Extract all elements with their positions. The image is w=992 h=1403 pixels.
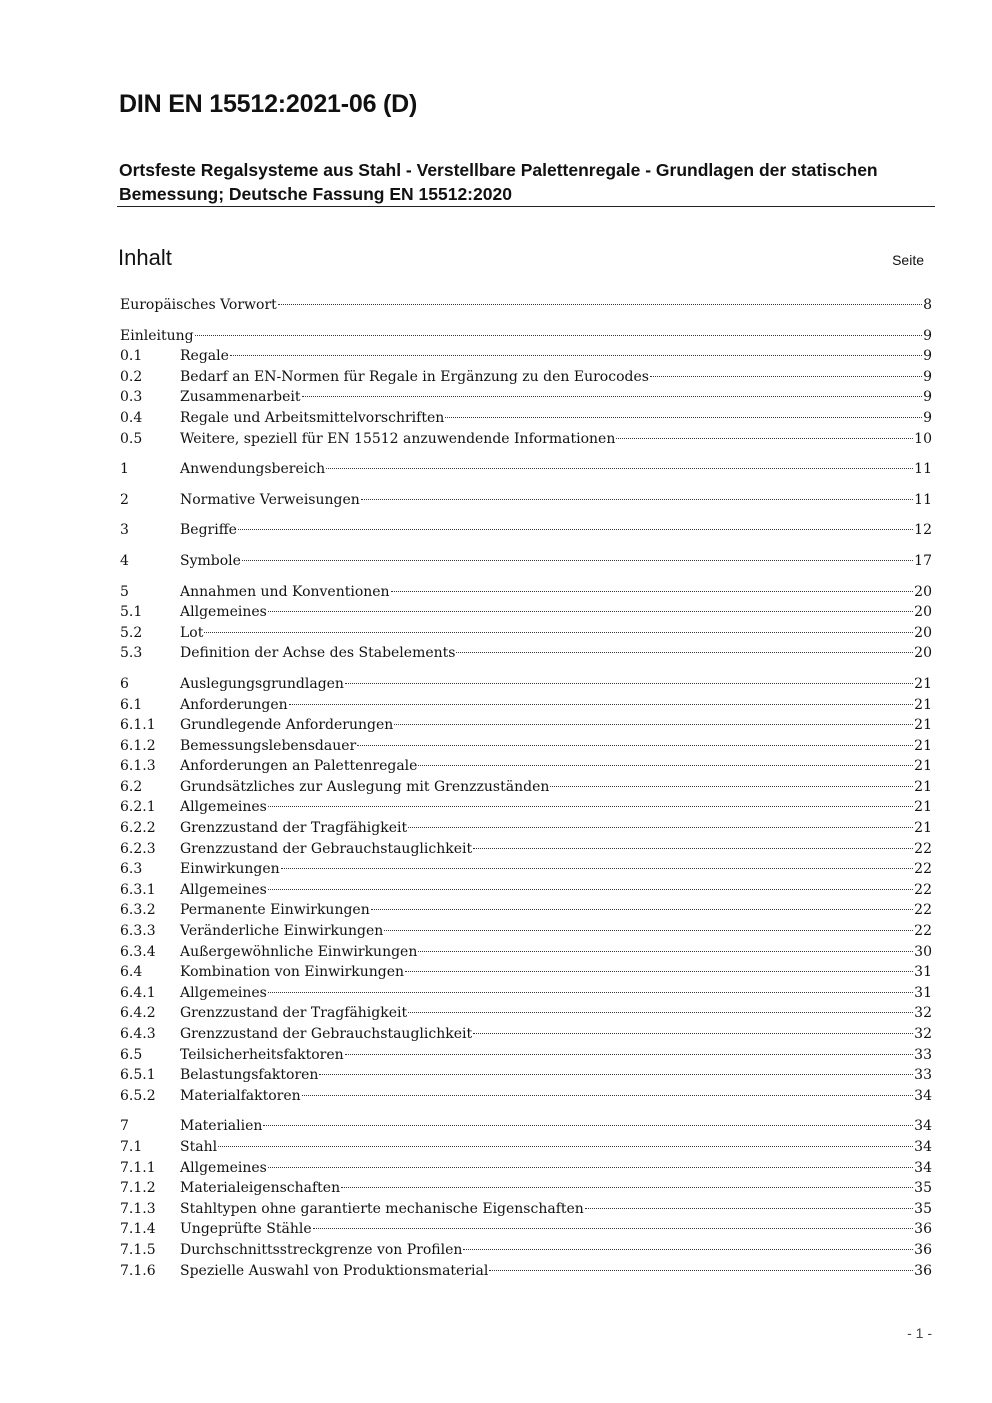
toc-entry-title: Grenzzustand der Gebrauchstauglichkeit: [180, 1026, 473, 1042]
toc-entry[interactable]: [120, 459, 932, 480]
toc-entry-number: 6.4: [120, 964, 143, 981]
toc-entry-number: 6.2.3: [120, 840, 156, 857]
toc-entry-page: 17: [914, 552, 932, 569]
toc-entry-page: 9: [923, 409, 932, 426]
toc-entry-title: Auslegungsgrundlagen: [180, 675, 344, 692]
toc-dot-leader: [326, 468, 913, 469]
subtitle-divider: [117, 206, 935, 207]
toc-entry-number: 7: [120, 1118, 129, 1135]
toc-entry-page: 34: [914, 1118, 932, 1135]
toc-entry-number: 0.2: [120, 368, 143, 385]
toc-entry-page: 34: [914, 1159, 932, 1176]
toc-entry[interactable]: [120, 643, 932, 664]
toc-dot-leader: [357, 745, 913, 746]
toc-entry-title: Anforderungen: [180, 696, 288, 713]
toc-entry-title: Einwirkungen: [180, 861, 280, 878]
toc-entry-page: 22: [914, 902, 932, 919]
toc-entry-title: Grenzzustand der Gebrauchstauglichkeit: [180, 840, 473, 857]
toc-entry-number: 2: [120, 491, 129, 508]
toc-entry-number: 7.1.1: [120, 1159, 156, 1176]
document-title: DIN EN 15512:2021-06 (D): [119, 90, 418, 118]
toc-page-column-label: Seite: [892, 252, 924, 268]
toc-entry-title: Regale und Arbeitsmittelvorschriften: [180, 409, 445, 426]
toc-dot-leader: [218, 1146, 913, 1147]
toc-entry-number: 5: [120, 583, 129, 600]
toc-entry[interactable]: [120, 1240, 932, 1261]
toc-entry-number: 6.4.1: [120, 984, 156, 1001]
toc-entry[interactable]: [120, 715, 932, 736]
toc-entry[interactable]: [120, 1137, 932, 1158]
toc-dot-leader: [394, 724, 913, 725]
toc-entry-page: 11: [914, 491, 932, 508]
toc-entry-page: 32: [914, 1005, 932, 1022]
toc-entry-page: 32: [914, 1026, 932, 1042]
toc-entry-number: 3: [120, 522, 129, 539]
toc-entry-page: 31: [914, 964, 932, 981]
toc-entry[interactable]: [120, 797, 932, 818]
toc-entry-page: 35: [914, 1180, 932, 1197]
toc-entry-title: Einleitung: [120, 327, 194, 344]
toc-dot-leader: [281, 868, 914, 869]
toc-entry-page: 22: [914, 861, 932, 878]
toc-dot-leader: [278, 304, 922, 305]
toc-entry-page: 12: [914, 522, 932, 539]
toc-entry-page: 11: [914, 461, 932, 478]
toc-entry[interactable]: [120, 983, 932, 1004]
toc-entry-number: 6.4.3: [120, 1026, 156, 1042]
toc-entry-title: Allgemeines: [180, 604, 267, 621]
toc-entry-number: 7.1.3: [120, 1200, 156, 1217]
toc-entry-page: 21: [914, 737, 932, 754]
toc-entry[interactable]: [120, 429, 932, 450]
toc-entry-number: 6.5: [120, 1046, 143, 1063]
toc-entry-title: Bemessungslebensdauer: [180, 737, 357, 754]
toc-dot-leader: [391, 591, 914, 592]
toc-entry[interactable]: [120, 1178, 932, 1199]
toc-dot-leader: [268, 806, 913, 807]
toc-entry[interactable]: [120, 1024, 932, 1045]
toc-entry-title: Materialeigenschaften: [180, 1180, 341, 1197]
toc-entry[interactable]: [120, 695, 932, 716]
toc-entry-page: 36: [914, 1262, 932, 1279]
toc-entry-number: 5.2: [120, 624, 143, 641]
toc-entry-number: 5.3: [120, 645, 143, 662]
toc-dot-leader: [550, 786, 913, 787]
toc-entry[interactable]: [120, 1045, 932, 1066]
toc-dot-leader: [463, 1249, 913, 1250]
toc-entry-page: 21: [914, 717, 932, 734]
toc-dot-leader: [418, 765, 913, 766]
toc-entry[interactable]: [120, 367, 932, 388]
toc-entry-title: Materialfaktoren: [180, 1087, 301, 1104]
toc-dot-leader: [313, 1228, 914, 1229]
toc-entry[interactable]: [120, 962, 932, 983]
toc-entry-title: Symbole: [180, 552, 241, 569]
toc-entry-title: Bedarf an EN-Normen für Regale in Ergänzung zu den Eurocodes: [180, 368, 649, 385]
toc-entry-number: 6.5.1: [120, 1067, 156, 1084]
toc-entry-title: Veränderliche Einwirkungen: [180, 923, 384, 940]
toc-entry-number: 6.3.2: [120, 902, 156, 919]
toc-entry-number: 6.3.1: [120, 881, 156, 898]
toc-entry[interactable]: [120, 1116, 932, 1137]
toc-entry-page: 31: [914, 984, 932, 1001]
toc-dot-leader: [418, 951, 913, 952]
toc-entry-title: Normative Verweisungen: [180, 491, 360, 508]
toc-entry-title: Zusammenarbeit: [180, 389, 301, 406]
toc-dot-leader: [242, 560, 913, 561]
toc-dot-leader: [405, 971, 913, 972]
toc-entry-title: Stahl: [180, 1138, 218, 1155]
toc-entry-page: 9: [923, 368, 932, 385]
toc-entry-page: 21: [914, 799, 932, 816]
toc-entry-title: Begriffe: [180, 522, 237, 539]
page-number: - 1 -: [907, 1325, 932, 1341]
toc-entry[interactable]: [120, 674, 932, 695]
toc-entry[interactable]: [120, 839, 932, 860]
toc-entry-number: 4: [120, 552, 129, 569]
toc-entry-title: Annahmen und Konventionen: [180, 583, 390, 600]
toc-entry-title: Allgemeines: [180, 1159, 267, 1176]
toc-dot-leader: [289, 704, 914, 705]
toc-entry-page: 9: [923, 348, 932, 365]
toc-entry-number: 6: [120, 675, 129, 692]
toc-entry-title: Ungeprüfte Stähle: [180, 1221, 312, 1238]
toc-entry-number: 7.1.4: [120, 1221, 156, 1238]
toc-entry[interactable]: [120, 1199, 932, 1220]
toc-entry-number: 6.1.3: [120, 758, 156, 775]
toc-dot-leader: [302, 1095, 914, 1096]
toc-entry-page: 36: [914, 1221, 932, 1238]
toc-entry-title: Allgemeines: [180, 881, 267, 898]
toc-dot-leader: [445, 417, 922, 418]
toc-dot-leader: [341, 1187, 913, 1188]
toc-entry-title: Stahltypen ohne garantierte mechanische Eigenschaften: [180, 1200, 584, 1217]
toc-dot-leader: [238, 529, 913, 530]
toc-entry[interactable]: [120, 326, 932, 347]
toc-entry-number: 0.1: [120, 348, 143, 365]
toc-entry-title: Anforderungen an Palettenregale: [180, 758, 418, 775]
toc-entry-page: 35: [914, 1200, 932, 1217]
toc-dot-leader: [361, 499, 913, 500]
toc-entry[interactable]: [120, 1158, 932, 1179]
toc-dot-leader: [489, 1270, 913, 1271]
toc-entry-page: 33: [914, 1067, 932, 1084]
toc-entry-number: 6.4.2: [120, 1005, 156, 1022]
toc-heading: Inhalt: [118, 245, 172, 270]
toc-entry-number: 6.1.1: [120, 717, 156, 734]
toc-entry-page: 34: [914, 1138, 932, 1155]
toc-entry[interactable]: [120, 490, 932, 511]
toc-entry-number: 0.5: [120, 430, 143, 447]
toc-entry-title: Allgemeines: [180, 984, 267, 1001]
toc-entry-title: Grenzzustand der Tragfähigkeit: [180, 820, 408, 837]
toc-entry-page: 21: [914, 675, 932, 692]
toc-entry-number: 1: [120, 461, 129, 478]
toc-entry[interactable]: [120, 900, 932, 921]
toc-entry[interactable]: [120, 1065, 932, 1086]
toc-entry-title: Grenzzustand der Tragfähigkeit: [180, 1005, 408, 1022]
document-subtitle: Ortsfeste Regalsysteme aus Stahl - Verstellbare Palettenregale - Grundlagen der statischen Bemessung; Deutsche Fassung EN 15512:2020: [119, 160, 878, 204]
toc-dot-leader: [616, 438, 913, 439]
toc-entry-page: 33: [914, 1046, 932, 1063]
toc-dot-leader: [650, 376, 922, 377]
toc-entry-page: 34: [914, 1087, 932, 1104]
toc-dot-leader: [371, 909, 913, 910]
toc-dot-leader: [408, 1012, 913, 1013]
toc-dot-leader: [473, 1033, 913, 1034]
toc-entry-number: 6.2.2: [120, 820, 156, 837]
toc-dot-leader: [268, 992, 913, 993]
toc-dot-leader: [204, 632, 913, 633]
toc-entry-title: Permanente Einwirkungen: [180, 902, 370, 919]
toc-entry-page: 20: [914, 604, 932, 621]
toc-entry-number: 6.3: [120, 861, 143, 878]
toc-entry[interactable]: [120, 777, 932, 798]
toc-entry-number: 5.1: [120, 604, 143, 621]
toc-entry-number: 6.2: [120, 778, 143, 795]
toc-entry-title: Grundlegende Anforderungen: [180, 717, 394, 734]
toc-entry-title: Definition der Achse des Stabelements: [180, 645, 456, 662]
toc-dot-leader: [268, 1167, 913, 1168]
toc-entry-number: 6.1.2: [120, 737, 156, 754]
toc-entry[interactable]: [120, 408, 932, 429]
toc-entry[interactable]: [120, 880, 932, 901]
toc-entry-title: Lot: [180, 624, 204, 641]
toc-entry-page: 10: [914, 430, 932, 447]
toc-entry-number: 0.3: [120, 389, 143, 406]
toc-dot-leader: [473, 848, 913, 849]
toc-entry-title: Durchschnittsstreckgrenze von Profilen: [180, 1241, 463, 1258]
toc-entry[interactable]: [120, 942, 932, 963]
toc-entry-page: 20: [914, 583, 932, 600]
toc-entry-number: 0.4: [120, 409, 143, 426]
toc-entry-page: 20: [914, 645, 932, 662]
toc-entry[interactable]: [120, 623, 932, 644]
toc-entry-number: 7.1.6: [120, 1262, 156, 1279]
toc-entry[interactable]: [120, 295, 932, 316]
toc-entry[interactable]: [120, 1003, 932, 1024]
toc-entry-page: 22: [914, 923, 932, 940]
toc-entry-title: Teilsicherheitsfaktoren: [180, 1046, 344, 1063]
toc-entry-number: 6.3.3: [120, 923, 156, 940]
toc-dot-leader: [263, 1125, 913, 1126]
toc-dot-leader: [345, 1054, 914, 1055]
toc-entry-title: Anwendungsbereich: [180, 461, 326, 478]
toc-entry-title: Allgemeines: [180, 799, 267, 816]
toc-entry-number: 7.1.2: [120, 1180, 156, 1197]
toc-entry-title: Kombination von Einwirkungen: [180, 964, 405, 981]
toc-dot-leader: [319, 1074, 913, 1075]
toc-entry-title: Spezielle Auswahl von Produktionsmaterial: [180, 1262, 489, 1279]
toc-entry[interactable]: [120, 582, 932, 603]
toc-entry[interactable]: [120, 1219, 932, 1240]
toc-dot-leader: [302, 396, 923, 397]
toc-entry[interactable]: [120, 602, 932, 623]
toc-entry-page: 21: [914, 820, 932, 837]
toc-entry-title: Grundsätzliches zur Auslegung mit Grenzzuständen: [180, 778, 550, 795]
toc-entry-page: 22: [914, 881, 932, 898]
toc-entry[interactable]: [120, 859, 932, 880]
toc-entry-number: 7.1.5: [120, 1241, 156, 1258]
toc-entry-page: 20: [914, 624, 932, 641]
toc-entry-number: 7.1: [120, 1138, 143, 1155]
toc-entry-title: Materialien: [180, 1118, 263, 1135]
toc-dot-leader: [345, 683, 913, 684]
toc-dot-leader: [408, 827, 913, 828]
toc-entry-title: Weitere, speziell für EN 15512 anzuwendende Informationen: [180, 430, 616, 447]
toc-entry-title: Außergewöhnliche Einwirkungen: [180, 943, 418, 960]
table-of-contents: [120, 295, 932, 1281]
toc-dot-leader: [268, 611, 913, 612]
toc-entry[interactable]: [120, 818, 932, 839]
toc-entry[interactable]: [120, 756, 932, 777]
toc-entry-page: 9: [923, 389, 932, 406]
toc-entry-page: 30: [914, 943, 932, 960]
toc-entry-title: Belastungsfaktoren: [180, 1067, 319, 1084]
toc-entry-page: 8: [923, 297, 932, 313]
toc-entry-page: 22: [914, 840, 932, 857]
toc-entry-page: 36: [914, 1241, 932, 1258]
toc-entry-page: 21: [914, 778, 932, 795]
toc-entry[interactable]: [120, 551, 932, 572]
toc-entry[interactable]: [120, 1261, 932, 1282]
toc-entry-number: 6.3.4: [120, 943, 156, 960]
toc-entry-page: 21: [914, 696, 932, 713]
toc-entry[interactable]: [120, 520, 932, 541]
toc-entry-title: Europäisches Vorwort: [120, 297, 277, 313]
toc-entry-number: 6.2.1: [120, 799, 156, 816]
toc-entry-page: 21: [914, 758, 932, 775]
toc-dot-leader: [230, 355, 922, 356]
toc-entry[interactable]: [120, 387, 932, 408]
toc-entry-title: Regale: [180, 348, 229, 365]
toc-entry[interactable]: [120, 1086, 932, 1107]
toc-entry-page: 9: [923, 327, 932, 344]
toc-entry[interactable]: [120, 921, 932, 942]
toc-dot-leader: [384, 930, 913, 931]
toc-dot-leader: [585, 1208, 913, 1209]
toc-entry-number: 6.5.2: [120, 1087, 156, 1104]
toc-dot-leader: [268, 889, 913, 890]
toc-entry-number: 6.1: [120, 696, 143, 713]
toc-dot-leader: [456, 652, 913, 653]
toc-entry[interactable]: [120, 346, 932, 367]
toc-entry[interactable]: [120, 736, 932, 757]
toc-dot-leader: [195, 335, 923, 336]
